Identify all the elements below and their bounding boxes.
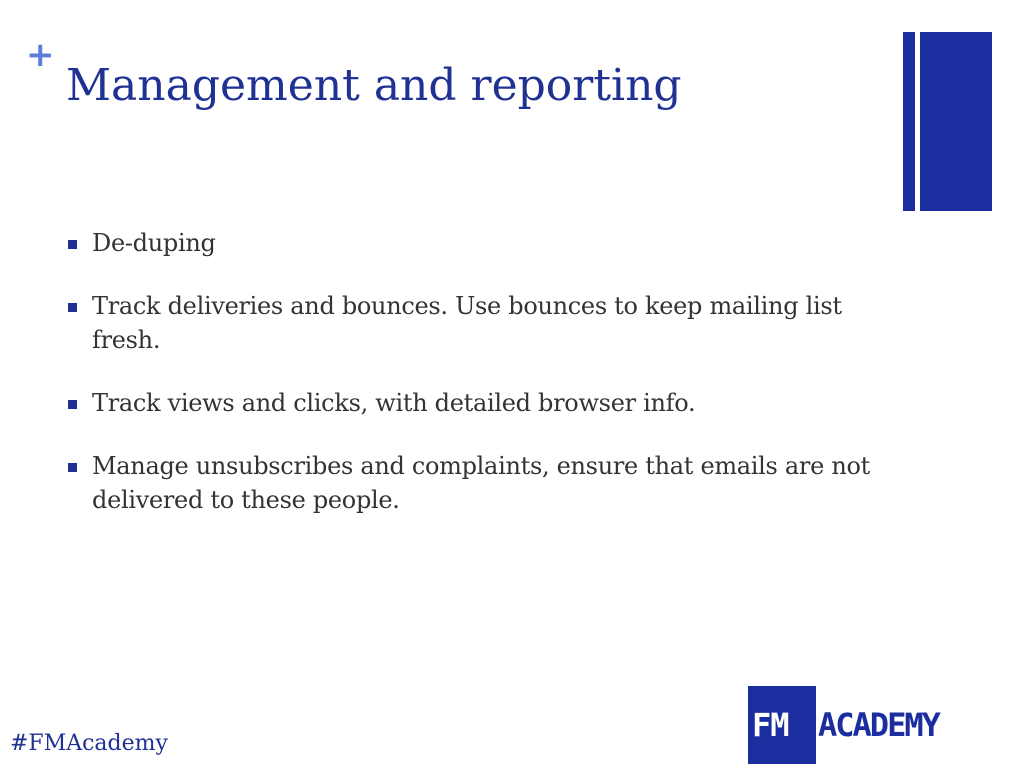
logo-academy-text: ACADEMY [818, 706, 939, 744]
bullet-item [68, 289, 898, 357]
bullet-text: Track deliveries and bounces. Use bounces to keep mailing list fresh. [92, 292, 842, 354]
slide-title: Management and reporting [66, 60, 682, 111]
hashtag: #FMAcademy [10, 731, 168, 756]
logo-fm-text: FM [752, 706, 789, 744]
bullet-text: Manage unsubscribes and complaints, ensure that emails are not delivered to these people. [92, 452, 870, 514]
decorative-bar-wide [920, 32, 992, 211]
plus-icon: + [26, 35, 55, 75]
bullet-text: Track views and clicks, with detailed browser info. [92, 389, 696, 417]
bullet-square-icon [68, 240, 77, 249]
bullet-square-icon [68, 463, 77, 472]
fm-academy-logo [748, 686, 994, 764]
bullet-list [68, 226, 898, 546]
bullet-item [68, 386, 898, 420]
bullet-square-icon [68, 303, 77, 312]
bullet-item [68, 449, 898, 517]
decorative-bars [903, 32, 992, 211]
bullet-text: De-duping [92, 229, 216, 257]
bullet-item [68, 226, 898, 260]
decorative-bar-thin [903, 32, 915, 211]
bullet-square-icon [68, 400, 77, 409]
